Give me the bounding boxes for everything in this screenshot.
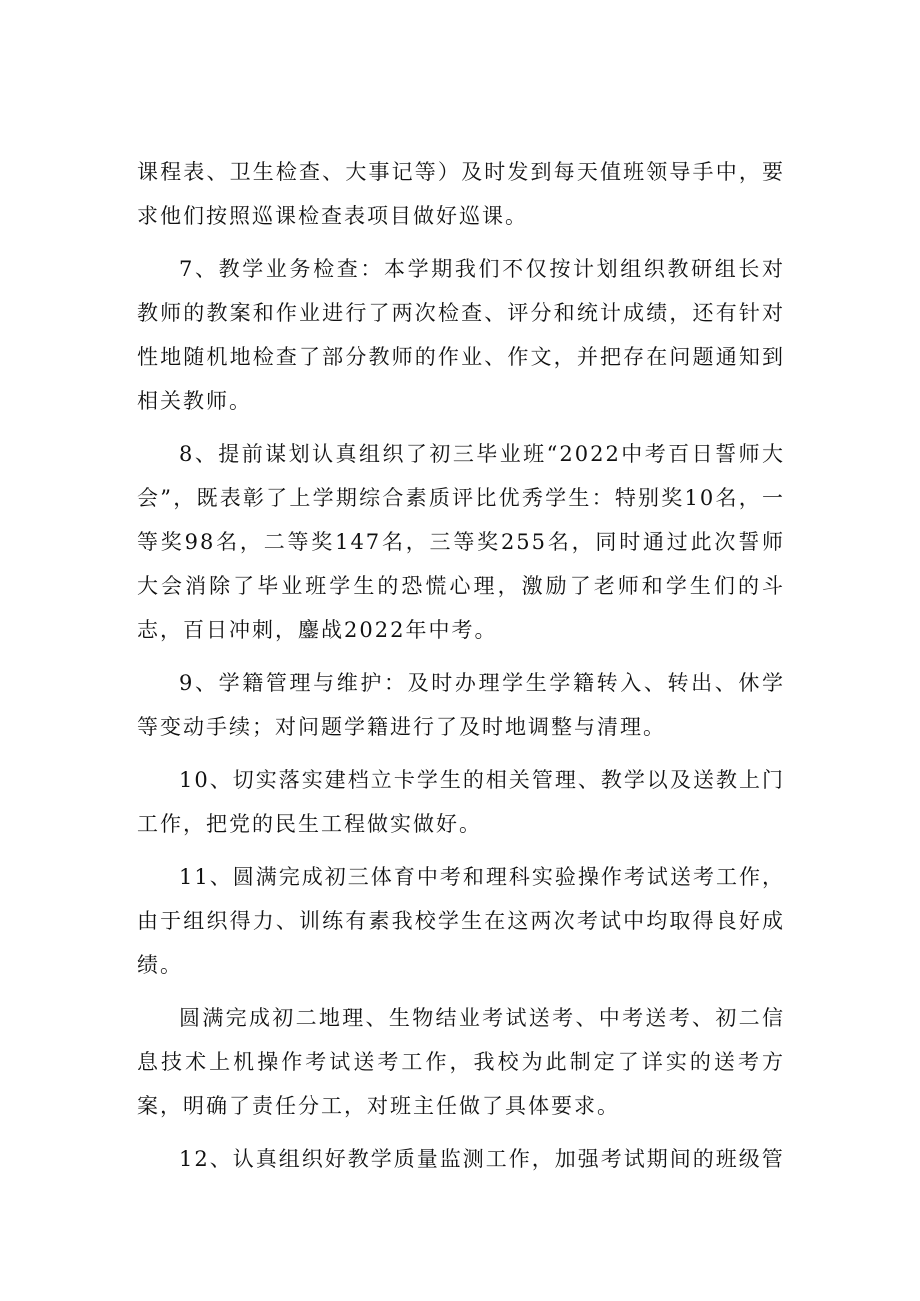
document-body <box>137 150 785 1190</box>
paragraph-item-9: 9、学籍管理与维护：及时办理学生学籍转入、转出、休学等变动手续；对问题学籍进行了及时地调整与清理。 <box>137 671 785 739</box>
paragraph-item-11: 11、圆满完成初三体育中考和理科实验操作考试送考工作，由于组织得力、训练有素我校学生在这两次考试中均取得良好成绩。 <box>137 865 785 977</box>
paragraph-continued: 课程表、卫生检查、大事记等）及时发到每天值班领导手中，要求他们按照巡课检查表项目做好巡课。 <box>137 160 785 228</box>
paragraph-item-12: 12、认真组织好教学质量监测工作，加强考试期间的班级管 <box>179 1147 785 1171</box>
paragraph-item-8: 8、提前谋划认真组织了初三毕业班“2022中考百日誓师大会”，既表彰了上学期综合素质评比优秀学生：特别奖10名，一等奖98名，二等奖147名，三等奖255名，同时通过此次誓师大会消除了毕业班学生的恐慌心理，激励了老师和学生们的斗志，百日冲刺，鏖战2022年中考。 <box>137 442 785 642</box>
paragraph-item-10: 10、切实落实建档立卡学生的相关管理、教学以及送教上门工作，把党的民生工程做实做好。 <box>137 768 785 836</box>
paragraph-item-11-continued: 圆满完成初二地理、生物结业考试送考、中考送考、初二信息技术上机操作考试送考工作，我校为此制定了详实的送考方案，明确了责任分工，对班主任做了具体要求。 <box>137 1006 785 1118</box>
paragraph-item-7: 7、教学业务检查：本学期我们不仅按计划组织教研组长对教师的教案和作业进行了两次检查、评分和统计成绩，还有针对性地随机地检查了部分教师的作业、作文，并把存在问题通知到相关教师。 <box>137 257 785 413</box>
